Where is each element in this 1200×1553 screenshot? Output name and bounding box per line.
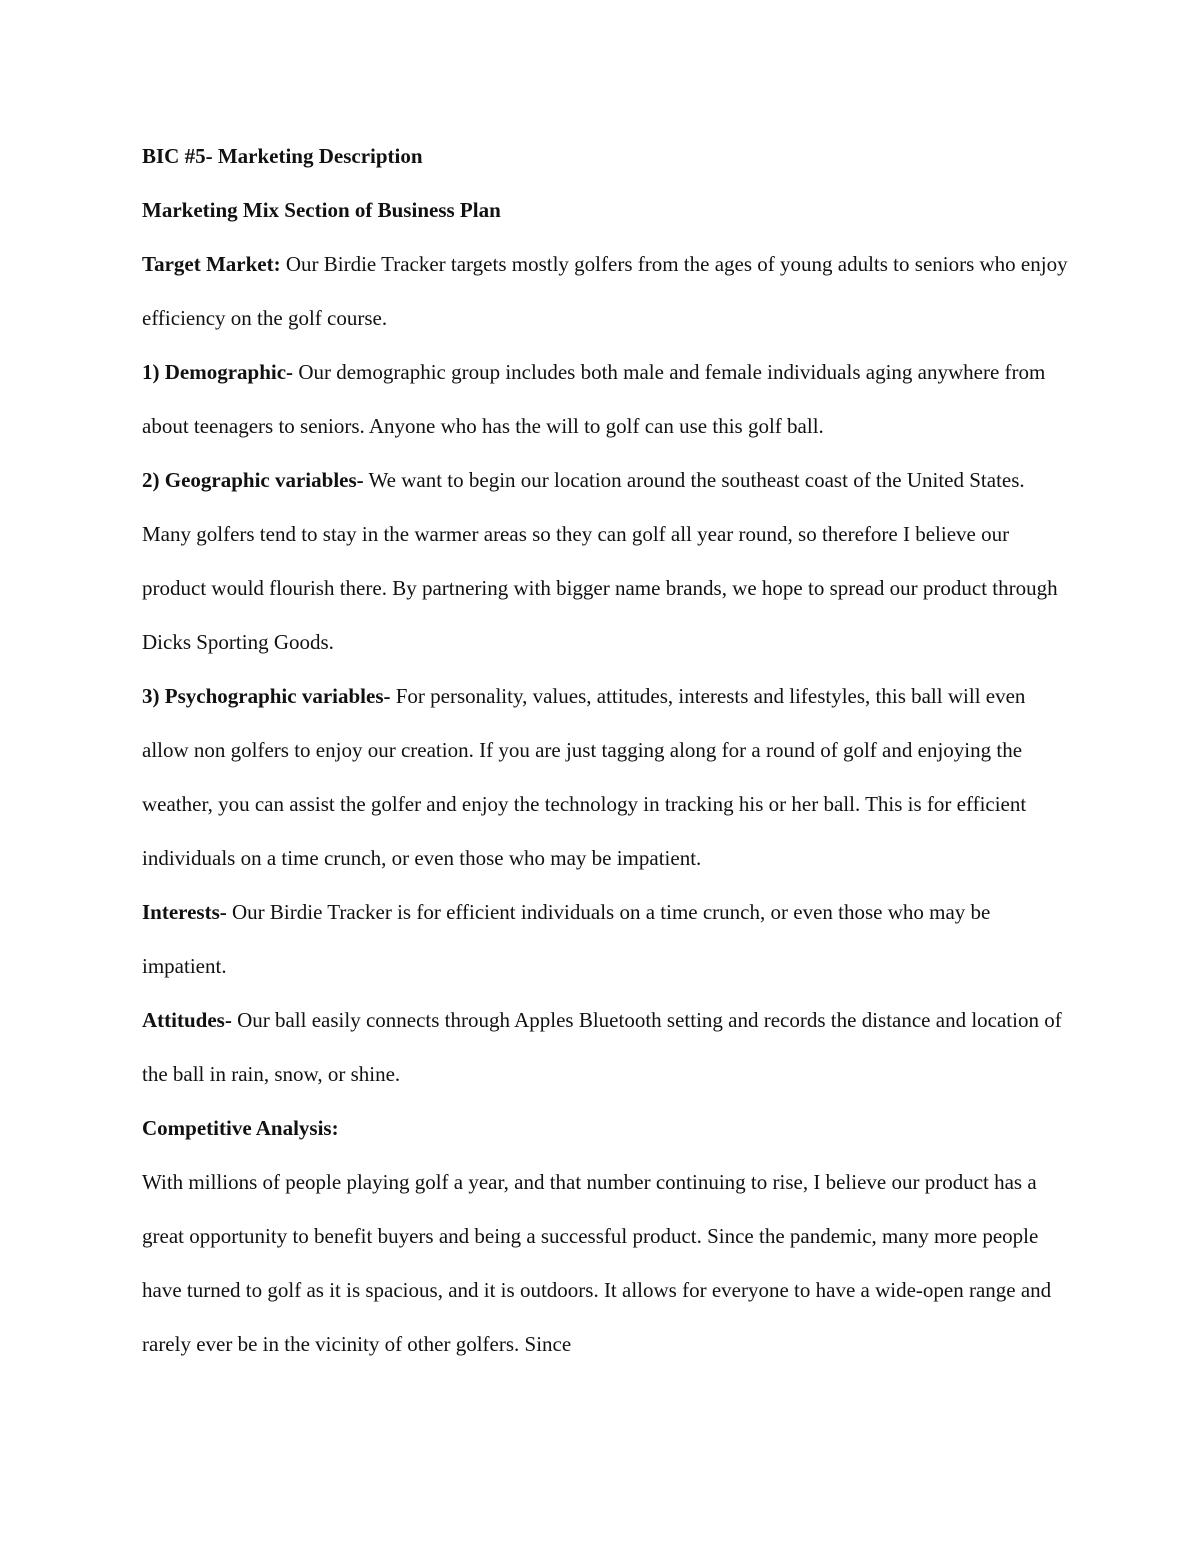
interests-text: Our Birdie Tracker is for efficient individuals on a time crunch, or even those who may be impatient.	[142, 900, 996, 978]
attitudes-text: Our ball easily connects through Apples Bluetooth setting and records the distance and location of the ball in rain, snow, or shine.	[142, 1008, 1067, 1086]
document-body	[142, 129, 1072, 1371]
paragraph-attitudes	[142, 993, 1072, 1101]
target-market-label: Target Market:	[142, 252, 281, 276]
geographic-label: 2) Geographic variables-	[142, 468, 364, 492]
section-heading-competitive-analysis: Competitive Analysis:	[142, 1116, 339, 1140]
geographic-text: We want to begin our location around the southeast coast of the United States. Many golfers tend to stay in the warmer areas so they can golf all year round, so therefore I believe our product would flourish there. By partnering with bigger name brands, we hope to spread our product through Dicks Sporting Goods.	[142, 468, 1063, 654]
psychographic-text: For personality, values, attitudes, interests and lifestyles, this ball will even allow non golfers to enjoy our creation. If you are just tagging along for a round of golf and enjoying the weather, you can assist the golfer and enjoy the technology in tracking his or her ball. This is for efficient individuals on a time crunch, or even those who may be impatient.	[142, 684, 1032, 870]
paragraph-demographic	[142, 345, 1072, 453]
paragraph-target-market	[142, 237, 1072, 345]
document-title: BIC #5- Marketing Description	[142, 144, 423, 168]
paragraph-interests	[142, 885, 1072, 993]
attitudes-label: Attitudes-	[142, 1008, 232, 1032]
paragraph-geographic	[142, 453, 1072, 669]
demographic-label: 1) Demographic-	[142, 360, 294, 384]
section-heading-marketing-mix: Marketing Mix Section of Business Plan	[142, 198, 501, 222]
paragraph-competitive-analysis: With millions of people playing golf a year, and that number continuing to rise, I believe our product has a great opportunity to benefit buyers and being a successful product. Since the pandemic, many more people have turned to golf as it is spacious, and it is outdoors. It allows for everyone to have a wide-open range and rarely ever be in the vicinity of other golfers. Since	[142, 1170, 1057, 1356]
demographic-text: Our demographic group includes both male and female individuals aging anywhere from about teenagers to seniors. Anyone who has the will to golf can use this golf ball.	[142, 360, 1051, 438]
target-market-text: Our Birdie Tracker targets mostly golfers from the ages of young adults to seniors who enjoy efficiency on the golf course.	[142, 252, 1073, 330]
interests-label: Interests-	[142, 900, 227, 924]
paragraph-psychographic	[142, 669, 1072, 885]
psychographic-label: 3) Psychographic variables-	[142, 684, 391, 708]
